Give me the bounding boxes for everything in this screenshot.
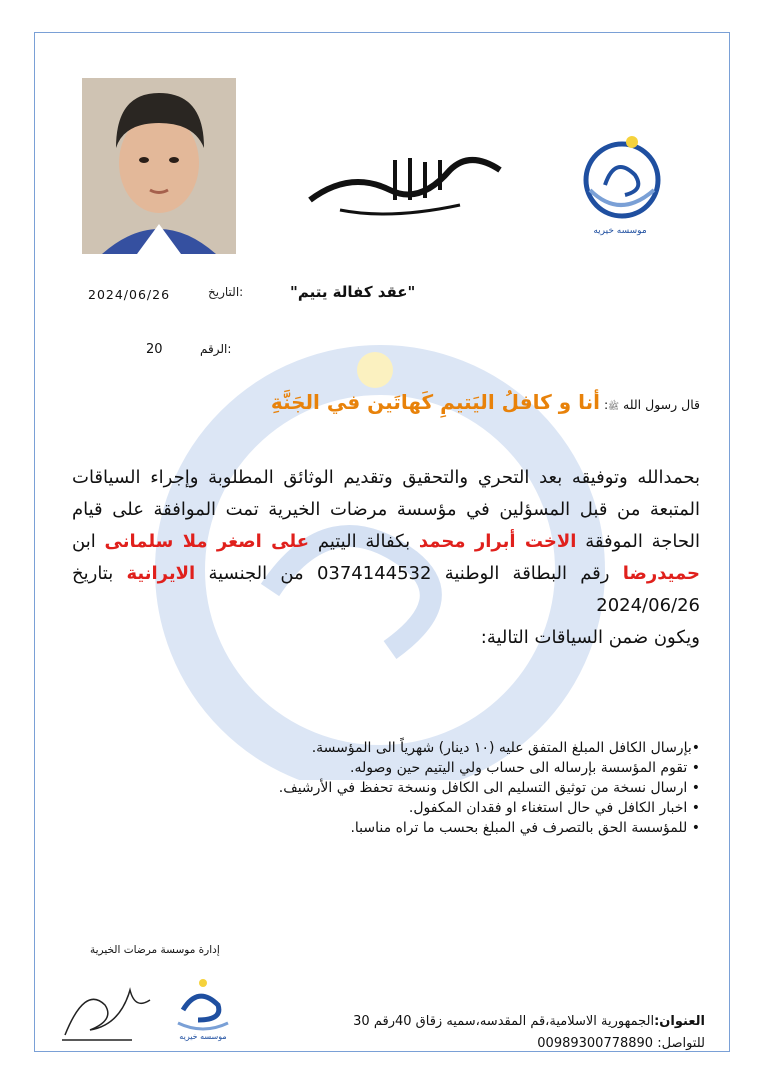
address-label: العنوان: <box>654 1014 705 1029</box>
condition-item: • للمؤسسة الحق بالتصرف في المبلغ بحسب ما تراه مناسبا. <box>350 820 700 836</box>
national-id: 0374144532 <box>316 563 432 584</box>
condition-item: • ارسال نسخة من توثيق التسليم الى الكافل ونسخة تحفظ في الأرشيف. <box>278 780 700 796</box>
body-text-3: ابن <box>72 531 96 552</box>
body-text-2: بكفالة اليتيم <box>317 531 411 552</box>
nationality: الايرانية <box>126 563 196 584</box>
number-label: الرقم: <box>200 342 232 356</box>
orphan-photo <box>82 78 236 254</box>
orphan-name: على اصغر ملا سلمانی <box>104 531 310 552</box>
contract-title: "عقد كفالة يتيم" <box>290 283 416 301</box>
small-logo-caption: موسسه خيريه <box>179 1032 227 1041</box>
father-name: حميدرضا <box>622 563 701 584</box>
date-label: التاريخ: <box>208 285 244 299</box>
signature <box>60 970 160 1045</box>
body-text-5: من الجنسية <box>208 563 304 584</box>
contact-label: للتواصل: <box>657 1036 705 1051</box>
hadith-intro: قال رسول الله <box>623 397 700 412</box>
body-date: 2024/06/26 <box>596 595 700 616</box>
condition-item: • تقوم المؤسسة بإرساله الى حساب ولي اليتيم حين وصوله. <box>350 760 700 776</box>
contract-body <box>72 462 700 654</box>
charity-logo <box>570 130 680 240</box>
condition-item: • اخبار الكافل في حال استغناء او فقدان المكفول. <box>408 800 700 816</box>
hadith-quote: أنا و كافلُ اليَتيمِ كَهاتَين في الجَنَّةِ <box>270 390 600 414</box>
contact-value: 00989300778890 <box>537 1036 654 1051</box>
salawat-glyph: ﷺ <box>608 402 620 412</box>
body-text-7: ويكون ضمن السياقات التالية: <box>480 627 700 648</box>
logo-caption: موسسه خيريه <box>593 226 647 236</box>
sponsor-name: الاخت أبرار محمد <box>418 531 577 552</box>
hadith-line: قال رسول الله ﷺ: أنا و كافلُ اليَتيمِ كَهاتَين في الجَنَّةِ <box>270 390 700 414</box>
date-value: 2024/06/26 <box>88 287 171 302</box>
condition-item: •بإرسال الكافل المبلغ المتفق عليه (١٠ دينار) شهرياً الى المؤسسة. <box>311 740 700 756</box>
management-label: إدارة موسسة مرضات الخيرية <box>90 944 220 956</box>
body-text-6: بتاريخ <box>72 563 114 584</box>
conditions-list <box>279 738 700 838</box>
address-value: الجمهورية الاسلامية،قم المقدسه،سميه زقاق 40رقم 30 <box>353 1014 655 1029</box>
number-value: 20 <box>146 342 163 357</box>
body-text-1: بحمدالله وتوفيقه بعد التحري والتحقيق وتقديم الوثائق المطلوبة وإجراء السياقات المتبعة من قبل المسؤلين في مؤسسة مرضات الخيرية تمت الموافقة على قيام الحاجة الموفقة <box>72 467 700 552</box>
charity-logo-small <box>168 975 238 1045</box>
contact-line <box>537 1036 705 1051</box>
body-text-4: رقم البطاقة الوطنية <box>444 563 610 584</box>
address-line <box>353 1014 705 1029</box>
basmala-calligraphy <box>300 150 510 222</box>
